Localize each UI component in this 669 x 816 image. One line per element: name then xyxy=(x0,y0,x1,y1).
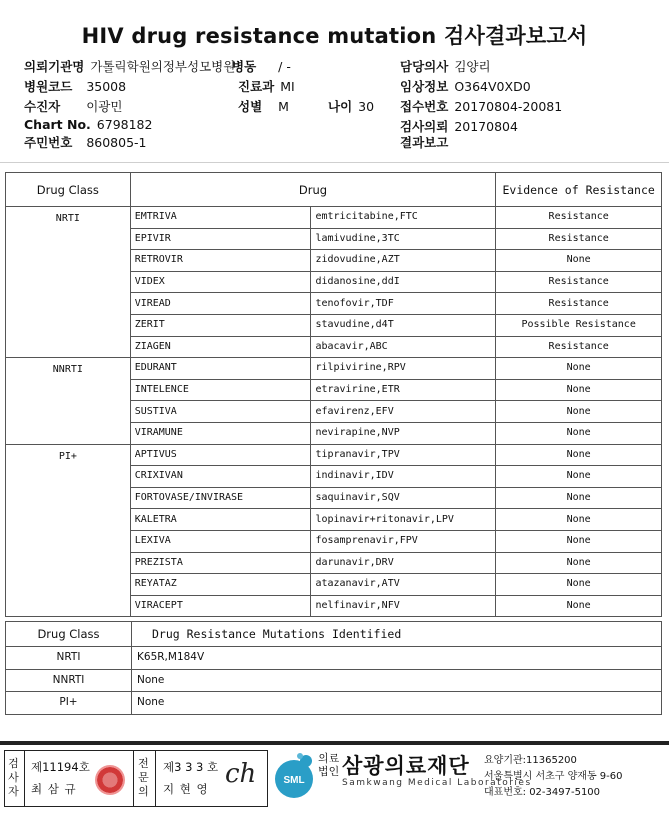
org-name-en: Samkwang Medical Laboratories xyxy=(342,778,532,788)
drug-brand-cell: KALETRA xyxy=(130,509,311,531)
drug-generic-cell: tipranavir,TPV xyxy=(311,444,496,466)
report-title: HIV drug resistance mutation 검사결과보고서 xyxy=(81,24,588,48)
drug-generic-cell: fosamprenavir,FPV xyxy=(311,530,496,552)
seal-stamp xyxy=(95,765,125,795)
drug-brand-cell: VIDEX xyxy=(130,271,311,293)
evidence-cell: None xyxy=(496,487,662,509)
evidence-cell: None xyxy=(496,250,662,272)
drug-generic-cell: lamivudine,3TC xyxy=(311,228,496,250)
table-row xyxy=(6,647,662,670)
table-row xyxy=(6,358,662,380)
drug-generic-cell: stavudine,d4T xyxy=(311,314,496,336)
drug-brand-cell: FORTOVASE/INVIRASE xyxy=(130,487,311,509)
drug-class-cell: NRTI xyxy=(6,207,131,358)
drug-generic-cell: emtricitabine,FTC xyxy=(311,207,496,229)
drug-generic-cell: darunavir,DRV xyxy=(311,552,496,574)
hospital-code-field: 병원코드 35008 xyxy=(24,79,127,94)
evidence-cell: None xyxy=(496,509,662,531)
specialist-label: 전 문 의 xyxy=(138,757,149,798)
evidence-cell: Resistance xyxy=(496,228,662,250)
evidence-cell: None xyxy=(496,574,662,596)
org-address: 서울특별시 서초구 양재동 9-60 xyxy=(484,771,623,782)
resistance-table-header xyxy=(6,173,662,207)
drug-class-cell: NNRTI xyxy=(6,358,131,444)
evidence-cell: Resistance xyxy=(496,336,662,358)
org-info xyxy=(484,753,623,801)
mutation-value: None xyxy=(132,669,662,692)
signature-box xyxy=(4,750,268,807)
mutation-table xyxy=(5,621,662,715)
drug-brand-cell: EPIVIR xyxy=(130,228,311,250)
drug-brand-cell: VIRACEPT xyxy=(130,595,311,617)
org-phone: 대표번호: 02-3497-5100 xyxy=(484,787,601,798)
org-prefix: 의료 법인 xyxy=(318,752,340,778)
signature: ch xyxy=(225,759,257,789)
evidence-cell: None xyxy=(496,466,662,488)
resistance-table xyxy=(5,172,662,617)
drug-brand-cell: CRIXIVAN xyxy=(130,466,311,488)
mutation-class: PI+ xyxy=(6,692,132,715)
request-field: 검사의뢰 20170804 xyxy=(400,119,518,134)
examiner-name: 최 삼 규 xyxy=(31,782,77,796)
mutation-header-mutations: Drug Resistance Mutations Identified xyxy=(132,622,662,647)
evidence-cell: None xyxy=(496,358,662,380)
institution-field: 의뢰기관명 가톨릭학원의정부성모병원 xyxy=(24,59,236,74)
drug-brand-cell: VIRAMUNE xyxy=(130,422,311,444)
drug-brand-cell: ZERIT xyxy=(130,314,311,336)
mutation-table-header xyxy=(6,622,662,647)
evidence-cell: Resistance xyxy=(496,207,662,229)
care-code: 요양기관:11365200 xyxy=(484,755,577,766)
mutation-value: K65R,M184V xyxy=(132,647,662,670)
header-drug-class: Drug Class xyxy=(6,173,131,207)
doctor-field: 담당의사 김양리 xyxy=(400,59,491,74)
header-divider xyxy=(0,162,669,163)
drug-generic-cell: saquinavir,SQV xyxy=(311,487,496,509)
logo-text: SML xyxy=(283,775,305,786)
evidence-cell: Possible Resistance xyxy=(496,314,662,336)
mutation-value: None xyxy=(132,692,662,715)
table-row xyxy=(6,669,662,692)
evidence-cell: None xyxy=(496,552,662,574)
divider xyxy=(133,751,134,806)
id-field: 주민번호 860805-1 xyxy=(24,135,147,150)
evidence-cell: None xyxy=(496,401,662,423)
drug-brand-cell: LEXIVA xyxy=(130,530,311,552)
mutation-header-class: Drug Class xyxy=(6,622,132,647)
drug-brand-cell: RETROVIR xyxy=(130,250,311,272)
footer-divider xyxy=(0,741,669,745)
divider xyxy=(24,751,25,806)
drug-generic-cell: rilpivirine,RPV xyxy=(311,358,496,380)
drug-generic-cell: etravirine,ETR xyxy=(311,379,496,401)
table-row xyxy=(6,444,662,466)
drug-brand-cell: EMTRIVA xyxy=(130,207,311,229)
evidence-cell: None xyxy=(496,530,662,552)
drug-brand-cell: REYATAZ xyxy=(130,574,311,596)
drug-brand-cell: EDURANT xyxy=(130,358,311,380)
table-row xyxy=(6,207,662,229)
dept-field: 진료과 MI xyxy=(238,79,295,94)
drug-class-cell: PI+ xyxy=(6,444,131,617)
chart-field: Chart No. 6798182 xyxy=(24,117,153,132)
org-name: 삼광의료재단 xyxy=(342,754,470,778)
divider xyxy=(155,751,156,806)
table-row xyxy=(6,692,662,715)
drug-generic-cell: lopinavir+ritonavir,LPV xyxy=(311,509,496,531)
mutation-class: NNRTI xyxy=(6,669,132,692)
drug-generic-cell: nelfinavir,NFV xyxy=(311,595,496,617)
drug-generic-cell: nevirapine,NVP xyxy=(311,422,496,444)
examiner-number: 제11194호 xyxy=(31,760,90,774)
drug-brand-cell: PREZISTA xyxy=(130,552,311,574)
header-drug: Drug xyxy=(130,173,496,207)
ward-field: 병동 / - xyxy=(232,59,291,74)
evidence-cell: Resistance xyxy=(496,293,662,315)
drug-brand-cell: SUSTIVA xyxy=(130,401,311,423)
sml-logo-icon xyxy=(272,752,316,802)
evidence-cell: Resistance xyxy=(496,271,662,293)
drug-generic-cell: atazanavir,ATV xyxy=(311,574,496,596)
drug-generic-cell: zidovudine,AZT xyxy=(311,250,496,272)
evidence-cell: None xyxy=(496,444,662,466)
drug-brand-cell: VIREAD xyxy=(130,293,311,315)
specialist-name: 지 현 영 xyxy=(163,782,209,796)
drug-generic-cell: didanosine,ddI xyxy=(311,271,496,293)
patient-field: 수진자 이광민 xyxy=(24,99,123,114)
drug-brand-cell: APTIVUS xyxy=(130,444,311,466)
header-evidence: Evidence of Resistance xyxy=(496,173,662,207)
specialist-number: 제3 3 3 호 xyxy=(163,760,219,774)
mutation-class: NRTI xyxy=(6,647,132,670)
sex-field: 성별 M xyxy=(238,99,289,114)
evidence-cell: None xyxy=(496,595,662,617)
drug-generic-cell: tenofovir,TDF xyxy=(311,293,496,315)
receipt-field: 접수번호 20170804-20081 xyxy=(400,99,563,114)
drug-generic-cell: efavirenz,EFV xyxy=(311,401,496,423)
evidence-cell: None xyxy=(496,379,662,401)
report-field: 결과보고 xyxy=(400,135,449,150)
drug-generic-cell: abacavir,ABC xyxy=(311,336,496,358)
evidence-cell: None xyxy=(496,422,662,444)
clinical-field: 임상정보 O364V0XD0 xyxy=(400,79,531,94)
drug-brand-cell: ZIAGEN xyxy=(130,336,311,358)
examiner-label: 검 사 자 xyxy=(8,757,19,798)
age-field: 나이 30 xyxy=(328,99,375,114)
drug-generic-cell: indinavir,IDV xyxy=(311,466,496,488)
drug-brand-cell: INTELENCE xyxy=(130,379,311,401)
